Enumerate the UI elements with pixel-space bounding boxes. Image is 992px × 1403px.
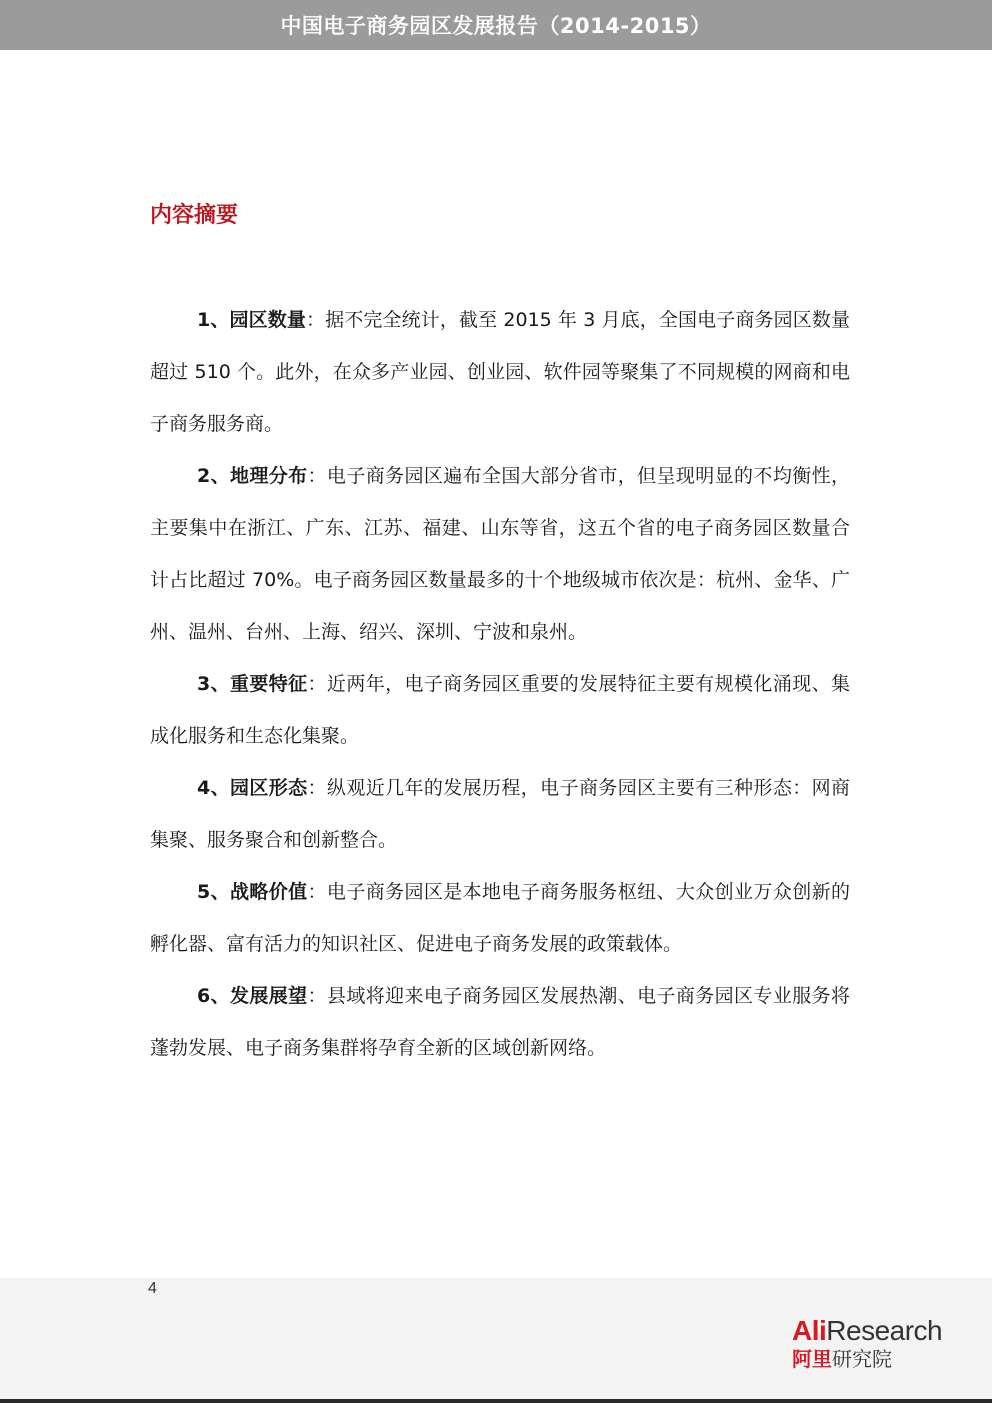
- logo-chinese: [792, 1346, 972, 1372]
- summary-paragraph: [150, 762, 850, 866]
- aliresearch-logo: [792, 1316, 972, 1376]
- summary-body: [150, 294, 850, 1074]
- paragraph-text: ：电子商务园区遍布全国大部分省市，但呈现明显的不均衡性，主要集中在浙江、广东、江苏、福建、山东等省，这五个省的电子商务园区数量合计占比超过 70%。电子商务园区数量最多的十个地级城市依次是：杭州、金华、广州、温州、台州、上海、绍兴、深圳、宁波和泉州。: [150, 465, 850, 643]
- logo-ali-text: Ali: [792, 1315, 827, 1346]
- summary-paragraph: [150, 866, 850, 970]
- page-number: 4: [148, 1280, 157, 1297]
- paragraph-text: ：据不完全统计，截至 2015 年 3 月底，全国电子商务园区数量超过 510 个。此外，在众多产业园、创业园、软件园等聚集了不同规模的网商和电子商务服务商。: [150, 309, 850, 435]
- report-title: 中国电子商务园区发展报告（2014-2015）: [280, 14, 712, 38]
- paragraph-text: ：纵观近几年的发展历程，电子商务园区主要有三种形态：网商集聚、服务聚合和创新整合。: [150, 777, 850, 851]
- paragraph-lead: 6、发展展望: [197, 985, 308, 1007]
- logo-cn-red-text: 阿里: [792, 1347, 832, 1371]
- paragraph-lead: 3、重要特征: [197, 673, 308, 695]
- logo-english: [792, 1316, 972, 1346]
- summary-paragraph: [150, 970, 850, 1074]
- paragraph-lead: 1、园区数量: [197, 309, 306, 331]
- footer-rule: [0, 1399, 992, 1403]
- summary-paragraph: [150, 450, 850, 658]
- logo-cn-dark-text: 研究院: [832, 1347, 892, 1371]
- paragraph-lead: 5、战略价值: [197, 881, 308, 903]
- summary-paragraph: [150, 658, 850, 762]
- paragraph-lead: 2、地理分布: [197, 465, 308, 487]
- paragraph-lead: 4、园区形态: [197, 777, 308, 799]
- section-title: 内容摘要: [150, 203, 239, 228]
- summary-paragraph: [150, 294, 850, 450]
- header-bar: [0, 0, 992, 50]
- logo-research-text: Research: [826, 1315, 943, 1346]
- paragraph-text: ：电子商务园区是本地电子商务服务枢纽、大众创业万众创新的孵化器、富有活力的知识社区、促进电子商务发展的政策载体。: [150, 881, 850, 955]
- paragraph-text: ：县域将迎来电子商务园区发展热潮、电子商务园区专业服务将蓬勃发展、电子商务集群将孕育全新的区域创新网络。: [150, 985, 850, 1059]
- paragraph-text: ：近两年，电子商务园区重要的发展特征主要有规模化涌现、集成化服务和生态化集聚。: [150, 673, 850, 747]
